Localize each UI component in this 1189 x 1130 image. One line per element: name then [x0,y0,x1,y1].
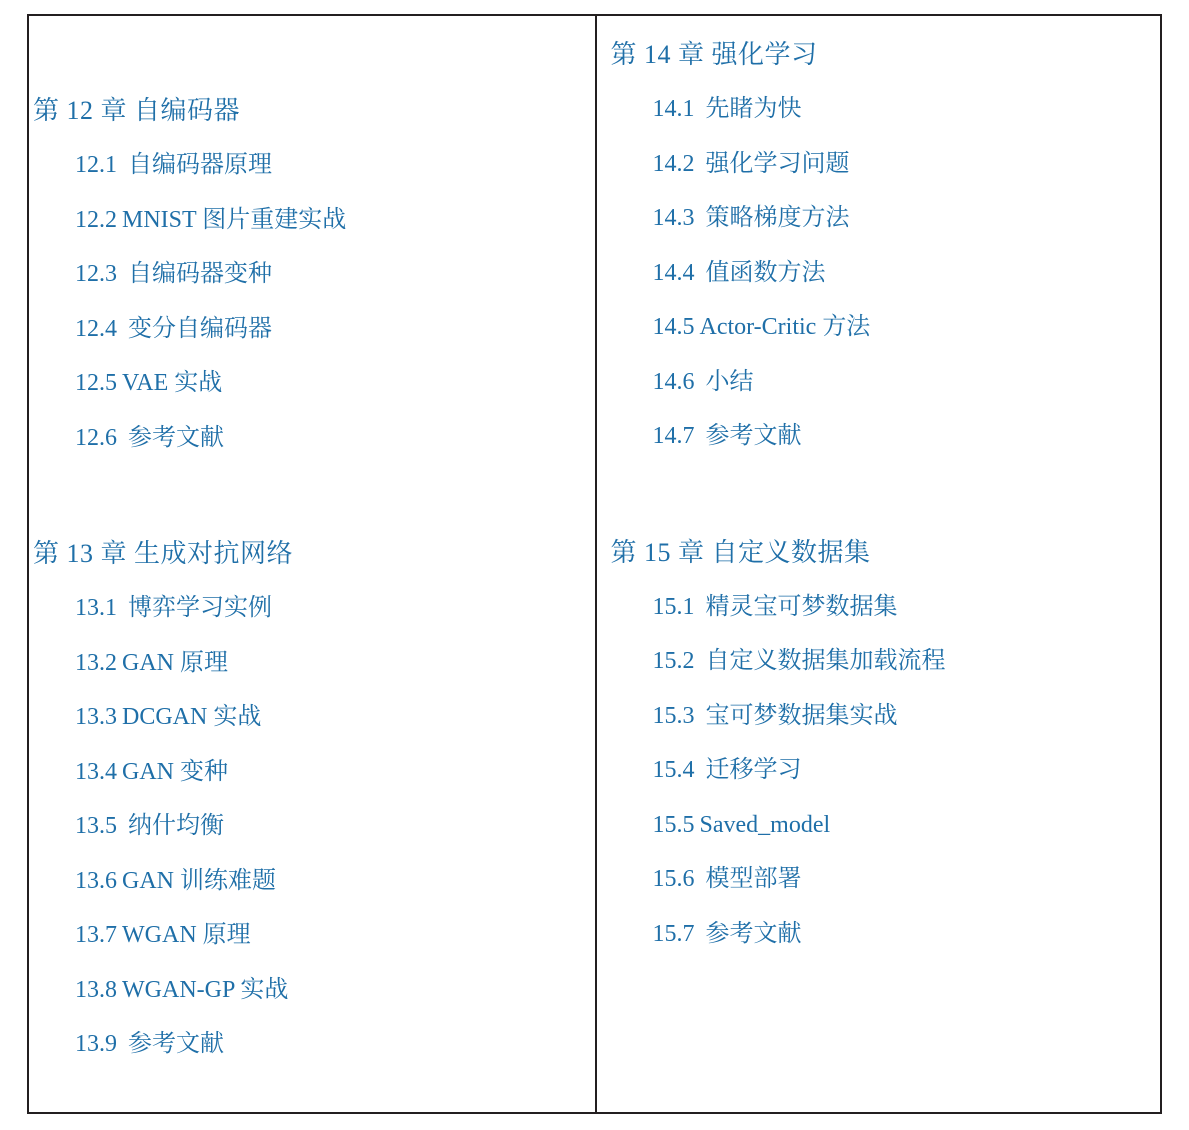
toc-entry[interactable] [611,246,1163,301]
entry-label: 精灵宝可梦数据集 [705,593,898,620]
entry-number: 14.2 [652,150,695,177]
toc-column-left [27,14,595,1114]
entry-label: 自编码器变种 [128,261,272,287]
entry-label: 参考文献 [128,1031,224,1057]
entry-number: 14.7 [652,423,695,449]
entry-number: 13.9 [75,1031,117,1057]
toc-entry[interactable] [611,634,1163,689]
entry-label: Actor-Critic 方法 [699,314,871,340]
entry-label: GAN 原理 [122,649,228,676]
entry-number: 12.1 [75,152,117,178]
toc-entry[interactable] [33,636,595,691]
entry-number: 15.7 [652,920,695,947]
toc-columns [27,14,1162,1114]
toc-entry[interactable] [33,581,595,636]
entry-number: 15.1 [652,593,695,620]
entry-label: 模型部署 [705,866,802,892]
entry-label: WGAN 原理 [122,922,251,948]
toc-entry[interactable] [33,193,595,248]
entry-number: 13.4 [75,758,117,785]
entry-number: 12.5 [75,370,117,396]
entry-label: 参考文献 [705,423,802,449]
entry-label: 纳什均衡 [128,813,224,839]
entry-number: 12.2 [75,206,117,233]
toc-entry[interactable] [33,690,595,745]
entry-number: 13.5 [75,813,117,839]
toc-entry[interactable] [33,1017,595,1072]
toc-entry[interactable] [33,854,595,909]
entry-number: 14.3 [652,205,695,231]
toc-entry[interactable] [33,745,595,800]
chapter-block [611,526,1163,962]
entry-label: 自编码器原理 [128,152,272,178]
entry-label: DCGAN 实战 [122,704,262,730]
toc-entry[interactable] [611,82,1163,137]
toc-entry[interactable] [33,302,595,357]
toc-entry[interactable] [611,798,1163,853]
toc-entry[interactable] [611,852,1163,907]
entry-label: 变分自编码器 [128,315,272,342]
chapter-block [611,28,1163,464]
toc-entry[interactable] [33,247,595,302]
entry-number: 13.7 [75,922,117,948]
toc-entry[interactable] [33,356,595,411]
entry-label: 迁移学习 [705,757,802,783]
entry-label: VAE 实战 [122,370,223,396]
toc-entry[interactable] [33,963,595,1018]
entry-label: 自定义数据集加载流程 [705,648,946,674]
entry-label: GAN 变种 [122,758,228,785]
entry-label: 参考文献 [705,920,802,947]
entry-number: 12.4 [75,315,117,342]
entry-label: 值函数方法 [705,259,826,286]
entry-number: 14.4 [652,259,695,286]
entry-number: 14.6 [652,368,695,395]
entry-label: WGAN-GP 实战 [122,976,289,1003]
chapter-title[interactable]: 第 12 章 自编码器 [33,96,241,125]
toc-entry[interactable] [611,300,1163,355]
entry-label: Saved_model [699,811,831,838]
entry-label: MNIST 图片重建实战 [122,206,347,233]
toc-entry[interactable] [611,743,1163,798]
toc-entry[interactable] [611,409,1163,464]
chapter-title[interactable]: 第 15 章 自定义数据集 [610,537,871,567]
toc-entry[interactable] [611,907,1163,962]
entry-label: 策略梯度方法 [705,205,850,231]
entry-number: 15.4 [652,757,695,783]
toc-column-right [595,14,1163,1114]
entry-number: 15.2 [652,648,695,674]
toc-entry[interactable] [611,580,1163,635]
toc-entry[interactable] [611,191,1163,246]
chapter-title[interactable]: 第 13 章 生成对抗网络 [33,539,294,568]
entry-label: 宝可梦数据集实战 [705,702,898,729]
entry-number: 13.6 [75,867,117,894]
entry-number: 12.3 [75,261,117,287]
entry-number: 14.5 [652,314,695,340]
toc-entry[interactable] [611,355,1163,410]
entry-number: 12.6 [75,424,117,451]
entry-number: 13.2 [75,649,117,676]
toc-entry[interactable] [611,137,1163,192]
entry-label: 参考文献 [128,424,224,451]
chapter-block [33,527,595,1072]
entry-number: 15.6 [652,866,695,892]
entry-label: 小结 [705,368,754,395]
entry-number: 15.3 [652,702,695,729]
entry-number: 13.3 [75,704,117,730]
chapter-block [33,84,595,465]
toc-entry[interactable] [33,138,595,193]
entry-label: GAN 训练难题 [122,867,276,894]
toc-entry[interactable] [33,411,595,466]
toc-entry[interactable] [33,799,595,854]
entry-number: 14.1 [652,96,695,122]
chapter-title[interactable]: 第 14 章 强化学习 [610,40,818,69]
toc-entry[interactable] [33,908,595,963]
entry-label: 强化学习问题 [705,150,850,177]
entry-number: 13.1 [75,595,117,621]
entry-number: 15.5 [652,811,695,838]
toc-entry[interactable] [611,689,1163,744]
entry-number: 13.8 [75,976,117,1003]
entry-label: 博弈学习实例 [128,595,272,621]
entry-label: 先睹为快 [705,96,802,122]
